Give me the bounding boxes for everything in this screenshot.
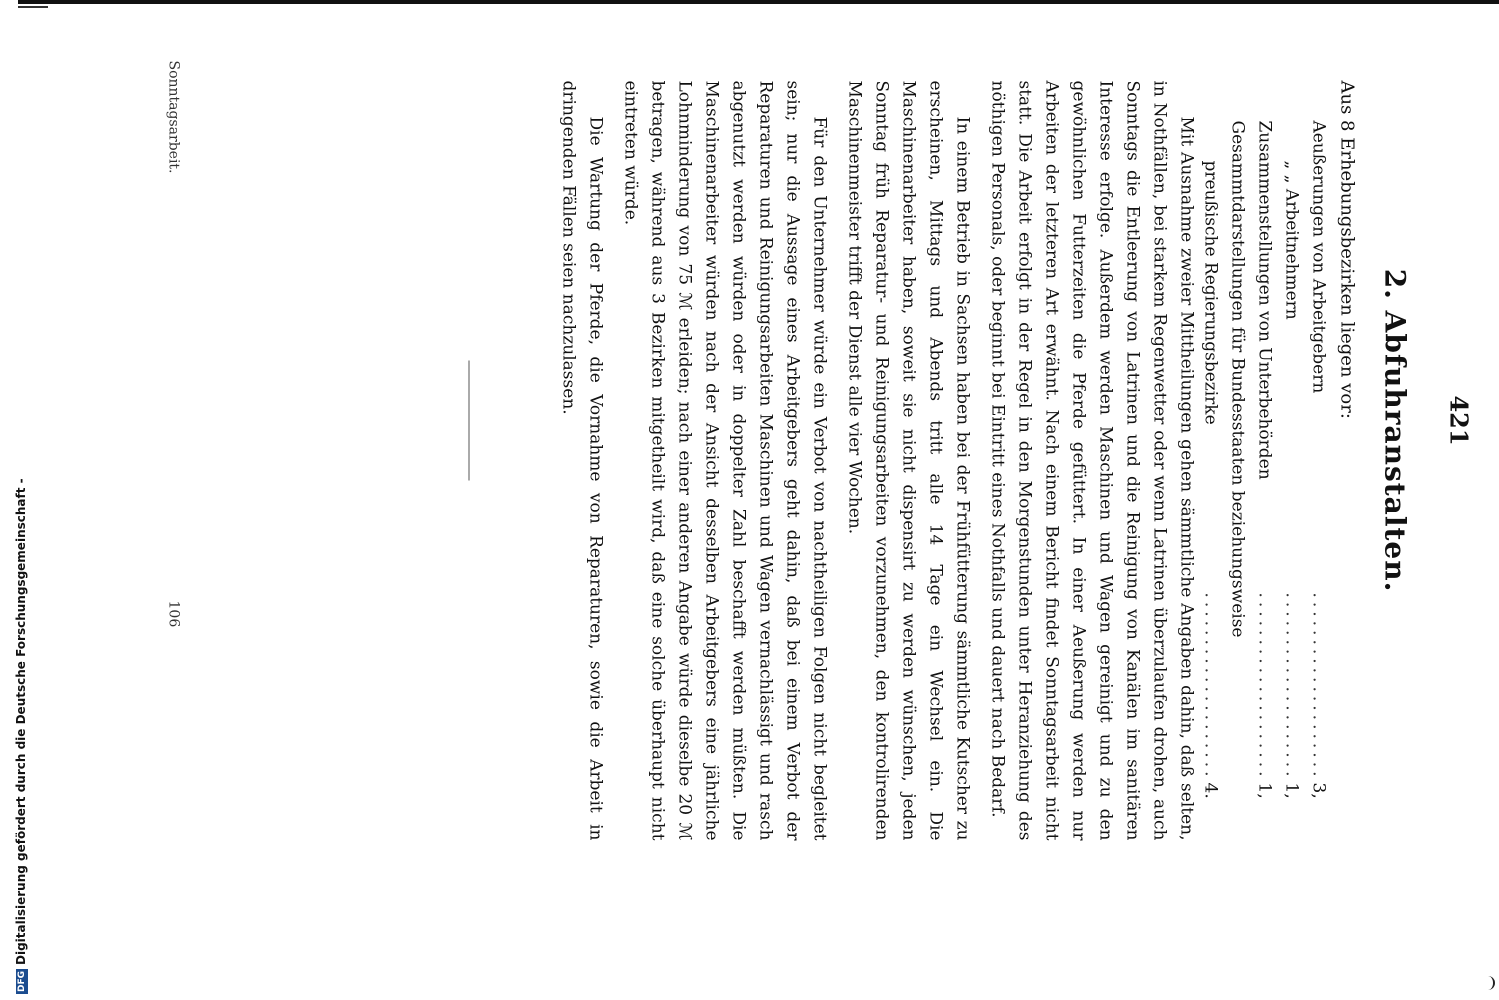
- footer-sheet-number: 106: [165, 600, 181, 627]
- list-item: [1277, 80, 1304, 840]
- list-item: [1304, 80, 1331, 840]
- list-item-value: 1,: [1281, 782, 1301, 799]
- list-item-label: preußische Regierungsbezirke: [1200, 160, 1220, 425]
- end-rule: [468, 360, 469, 480]
- list-item-label: Zusammenstellungen von Unterbehörden: [1254, 120, 1274, 480]
- list-item: [1223, 80, 1250, 840]
- digitization-credit: [14, 478, 28, 994]
- list-item: [1196, 80, 1223, 840]
- footer-running-title: Sonntagsarbeit.: [165, 60, 181, 174]
- list-item: [1250, 80, 1277, 840]
- leader-dots: ....................: [1281, 591, 1301, 780]
- list-item-label: Gesammtdarstellungen für Bundesstaaten beziehungsweise: [1227, 120, 1247, 637]
- source-list: [1196, 80, 1331, 840]
- leader-dots: ....................: [1308, 591, 1328, 780]
- list-item-label: Aeußerungen von Arbeitgebern: [1308, 120, 1328, 393]
- list-item-value: 4.: [1200, 782, 1220, 799]
- list-item-label: „ „ Arbeitnehmern: [1281, 160, 1301, 320]
- paragraph: In einem Betrieb in Sachsen haben bei der Frühfütterung sämmtliche Kutscher zu erscheinen, Mittags und Abends tritt alle 14 Tage ein Wechsel ein. Die Maschinenarbeiter haben, soweit sie nicht dispensirt zu werden wünschen, jeden Sonntag früh Reparatur- und Reinigungsarbeiten vorzunehmen, den kontrolirenden Maschinenmeister trifft der Dienst alle vier Wochen.: [844, 80, 972, 840]
- digitization-credit-strip: [0, 0, 26, 1000]
- leader-dots: ....................: [1254, 591, 1274, 780]
- leader-dots: ....................: [1200, 591, 1220, 780]
- body-text: [546, 80, 1199, 840]
- page-number: 421: [1444, 394, 1473, 446]
- section-title: 2. Abfuhranstalten.: [1378, 268, 1411, 592]
- intro-line: Aus 8 Erhebungsbezirken liegen vor:: [1336, 80, 1357, 419]
- paragraph: Für den Unternehmer würde ein Verbot von nachtheiligen Folgen nicht begleitet sein; nur die Aussage eines Arbeitgebers geht dahin, daß bei einem Verbot der Reparaturen und Reinigungsarbeiten Maschinen und Wagen vernachlässigt und rasch abgenutzt werden würden oder in doppelter Zahl beschafft werden müßten. Die Maschinenarbeiter würden nach der Ansicht desselben Arbeitgebers eine jährliche Lohnminderung von 75 ℳ erleiden; nach einer anderen Angabe würde dieselbe 20 ℳ betragen, während aus 3 Bezirken mitgetheilt wird, daß eine solche überhaupt nicht eintreten würde.: [620, 80, 829, 840]
- list-item-value: 1,: [1254, 782, 1274, 799]
- dfg-logo: DFG: [16, 970, 27, 992]
- paragraph: Die Wartung der Pferde, die Vornahme von Reparaturen, sowie die Arbeit in dringenden Fällen seien nachzulassen.: [558, 80, 605, 840]
- credit-text: Digitalisierung gefördert durch die Deutsche Forschungsgemeinschaft -: [14, 478, 28, 965]
- paragraph: Mit Ausnahme zweier Mittheilungen gehen sämmtliche Angaben dahin, daß selten, in Nothfällen, bei starkem Regenwetter oder wenn Latrinen überzulaufen drohen, auch Sonntags die Entleerung von Latrinen und die Reinigung von Kanälen im sanitären Interesse erfolge. Außerdem werden Maschinen und Wagen gereinigt und zu den gewöhnlichen Futterzeiten die Pferde gefüttert. In einer Aeußerung werden nur Arbeiten der letzteren Art erwähnt. Nach einem Bericht findet Sonntagsarbeit nicht statt. Die Arbeit erfolgt in der Regel in den Morgenstunden unter Heranziehung des nöthigen Personals, oder beginnt bei Eintritt eines Nothfalls und dauert nach Bedarf.: [987, 80, 1196, 840]
- list-item-value: 3,: [1308, 782, 1328, 799]
